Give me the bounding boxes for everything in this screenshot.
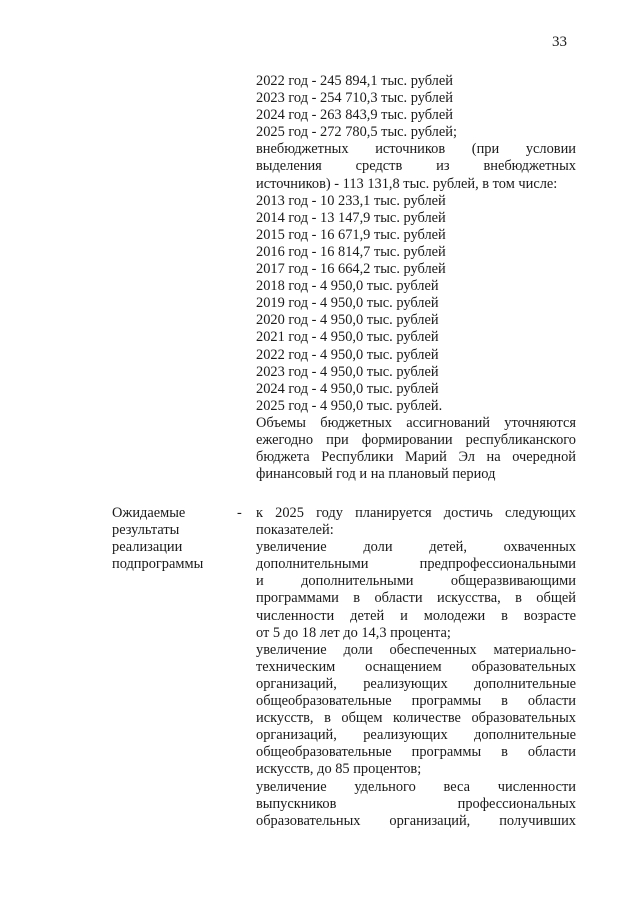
page-number: 33 [552, 34, 567, 50]
year-line: 2014 год - 13 147,9 тыс. рублей [256, 209, 446, 226]
text-line: организаций, реализующих дополнительные [256, 727, 576, 744]
year-line: 2025 год - 272 780,5 тыс. рублей; [256, 124, 457, 141]
text-line: общеобразовательные программы в области [256, 693, 576, 710]
results-section [256, 505, 576, 830]
text-line: и дополнительными общеразвивающими [256, 573, 576, 590]
label-line: Ожидаемые [112, 505, 186, 521]
year-line: 2023 год - 4 950,0 тыс. рублей [256, 363, 439, 380]
text-line: финансовый год и на плановый период [256, 466, 496, 483]
text-line: численности детей и молодежи в возрасте [256, 607, 576, 624]
text-line: увеличение удельного веса численности [256, 778, 576, 795]
text-line: дополнительными предпрофессиональными [256, 556, 576, 573]
text-line: от 5 до 18 лет до 14,3 процента; [256, 624, 451, 641]
separator-dash: - [237, 505, 242, 521]
label-line: реализации [112, 539, 183, 556]
year-line: 2022 год - 245 894,1 тыс. рублей [256, 73, 453, 89]
text-line: источников) - 113 131,8 тыс. рублей, в том числе: [256, 175, 558, 192]
label-line: подпрограммы [112, 556, 204, 573]
text-line: Объемы бюджетных ассигнований уточняются [256, 414, 576, 431]
text-line: организаций, реализующих дополнительные [256, 675, 576, 692]
text-line: общеобразовательные программы в области [256, 744, 576, 761]
text-line: выпускников профессиональных [256, 795, 576, 812]
year-line: 2015 год - 16 671,9 тыс. рублей [256, 226, 446, 243]
year-line: 2022 год - 4 950,0 тыс. рублей [256, 346, 439, 363]
text-line: к 2025 году планируется достичь следующих [256, 505, 576, 521]
text-line: увеличение доли детей, охваченных [256, 539, 576, 556]
year-line: 2018 год - 4 950,0 тыс. рублей [256, 278, 439, 295]
text-line: образовательных организаций, получивших [256, 812, 576, 829]
text-line: искусств, до 85 процентов; [256, 761, 422, 778]
text-line: программами в области искусства, в общей [256, 590, 576, 607]
text-line: ежегодно при формировании республиканского [256, 431, 576, 448]
year-line: 2021 год - 4 950,0 тыс. рублей [256, 329, 439, 346]
year-line: 2025 год - 4 950,0 тыс. рублей. [256, 397, 443, 414]
text-line: выделения средств из внебюджетных [256, 158, 576, 175]
section-label [112, 505, 232, 573]
year-line: 2013 год - 10 233,1 тыс. рублей [256, 192, 446, 209]
year-line: 2017 год - 16 664,2 тыс. рублей [256, 261, 446, 278]
text-line: показателей: [256, 522, 334, 539]
text-line: внебюджетных источников (при условии [256, 141, 576, 158]
year-line: 2023 год - 254 710,3 тыс. рублей [256, 90, 453, 107]
text-line: техническим оснащением образовательных [256, 658, 576, 675]
budget-section [256, 73, 576, 483]
year-line: 2019 год - 4 950,0 тыс. рублей [256, 295, 439, 312]
text-line: увеличение доли обеспеченных материально- [256, 641, 576, 658]
label-line: результаты [112, 522, 180, 539]
year-line: 2024 год - 4 950,0 тыс. рублей [256, 380, 439, 397]
text-line: бюджета Республики Марий Эл на очередной [256, 449, 576, 466]
year-line: 2020 год - 4 950,0 тыс. рублей [256, 312, 439, 329]
text-line: искусств, в общем количестве образовательных [256, 710, 576, 727]
year-line: 2024 год - 263 843,9 тыс. рублей [256, 107, 453, 124]
year-line: 2016 год - 16 814,7 тыс. рублей [256, 243, 446, 260]
